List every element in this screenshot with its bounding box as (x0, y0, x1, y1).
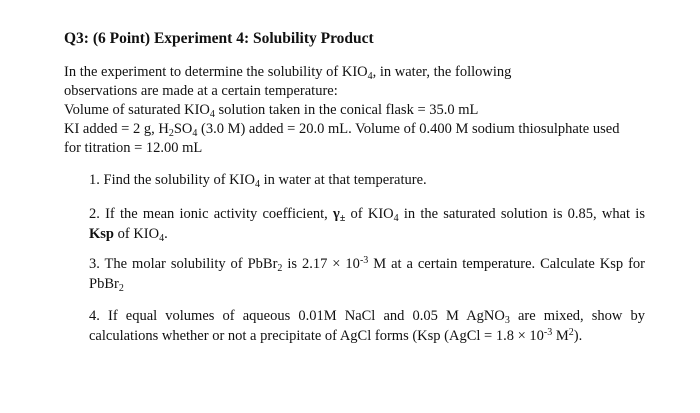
gamma-symbol: $\gamma_\pm$ (333, 206, 346, 224)
description-line-5: for titration = 12.00 mL (64, 140, 203, 156)
description-line-2: observations are made at a certain temperature: (64, 83, 338, 99)
description-line-1: In the experiment to determine the solubility of $KIO_4$, in water, the following (64, 64, 512, 82)
description-line-3: Volume of saturated $KIO_4$ solution taken in the conical flask = 35.0 mL (64, 102, 479, 120)
question-1: 1. Find the solubility of $KIO_4$ in water at that temperature. (89, 172, 427, 190)
question-3: 3. The molar solubility of PbBr$_2$ is $2.17 \times 10^{-3}$ M at a certain temperature. Calculate Ksp for PbBr$_2$ (89, 255, 645, 294)
description-line-4: KI added = 2 g, $H_2SO_4$ (3.0 M) added = 20.0 mL. Volume of 0.400 M sodium thiosulphate used (64, 121, 620, 139)
question-title: Q3: (6 Point) Experiment 4: Solubility Product (64, 30, 374, 47)
question-4: 4. If equal volumes of aqueous 0.01M NaCl and 0.05 M AgNO$_3$ are mixed, show by calculations whether or not a precipitate of AgCl forms (Ksp (AgCl = $1.8 \times 10^{-3}$ $M^2$). (89, 308, 645, 344)
question-2: 2. If the mean ionic activity coefficient, $\gamma_\pm$ of $KIO_4$ in the saturated solution is 0.85, what is Ksp of $KIO_4$. (89, 206, 645, 244)
experiment-description (64, 63, 654, 158)
